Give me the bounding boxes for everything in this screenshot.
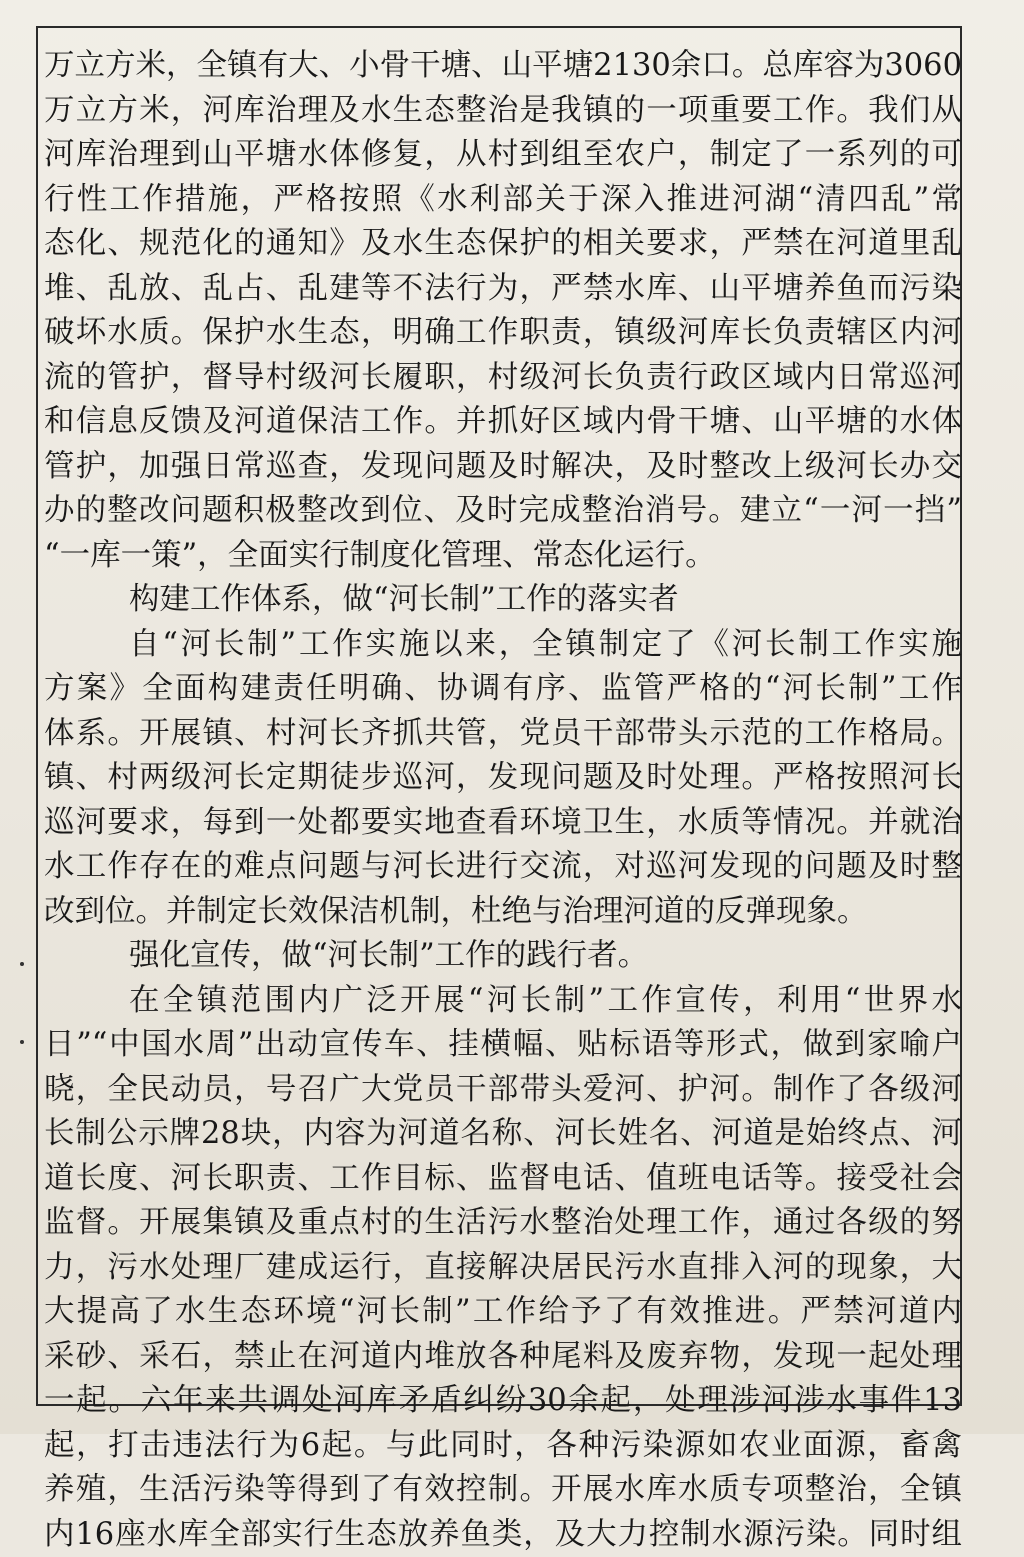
text-line: 体系。开展镇、村河长齐抓共管，党员干部带头示范的工作格局。: [44, 712, 962, 757]
text-line: 河库治理到山平塘水体修复，从村到组至农户，制定了一系列的可: [44, 133, 962, 178]
text-line: 万立方米，河库治理及水生态整治是我镇的一项重要工作。我们从: [44, 89, 962, 134]
text-line: 方案》全面构建责任明确、协调有序、监管严格的“河长制”工作: [44, 667, 962, 712]
text-line: 流的管护，督导村级河长履职，村级河长负责行政区域内日常巡河: [44, 356, 962, 401]
text-line: 巡河要求，每到一处都要实地查看环境卫生，水质等情况。并就治: [44, 801, 962, 846]
scan-speck: [20, 1040, 24, 1044]
text-line: 起，打击违法行为6起。与此同时，各种污染源如农业面源，畜禽: [44, 1424, 962, 1469]
text-line: 一起。六年来共调处河库矛盾纠纷30余起，处理涉河涉水事件13: [44, 1379, 962, 1424]
text-line: 行性工作措施，严格按照《水利部关于深入推进河湖“清四乱”常: [44, 178, 962, 223]
section-heading: 强化宣传，做“河长制”工作的践行者。: [44, 934, 962, 979]
text-line: 在全镇范围内广泛开展“河长制”工作宣传，利用“世界水: [44, 979, 962, 1024]
text-line: 水工作存在的难点问题与河长进行交流，对巡河发现的问题及时整: [44, 845, 962, 890]
text-line: 大提高了水生态环境“河长制”工作给予了有效推进。严禁河道内: [44, 1290, 962, 1335]
text-line: 道长度、河长职责、工作目标、监督电话、值班电话等。接受社会: [44, 1157, 962, 1202]
scan-speck: [20, 962, 24, 966]
text-line: 晓，全民动员，号召广大党员干部带头爱河、护河。制作了各级河: [44, 1068, 962, 1113]
section-heading: 构建工作体系，做“河长制”工作的落实者: [44, 578, 962, 623]
text-line: 养殖，生活污染等得到了有效控制。开展水库水质专项整治，全镇: [44, 1468, 962, 1513]
text-line: 办的整改问题积极整改到位、及时完成整治消号。建立“一河一挡”: [44, 489, 962, 534]
text-line: 日”“中国水周”出动宣传车、挂横幅、贴标语等形式，做到家喻户: [44, 1023, 962, 1068]
text-line: 内16座水库全部实行生态放养鱼类，及大力控制水源污染。同时组: [44, 1513, 962, 1557]
document-body: [44, 44, 962, 1557]
text-line: 力，污水处理厂建成运行，直接解决居民污水直排入河的现象，大: [44, 1246, 962, 1291]
text-line: 破坏水质。保护水生态，明确工作职责，镇级河库长负责辖区内河: [44, 311, 962, 356]
text-line: 万立方米，全镇有大、小骨干塘、山平塘2130余口。总库容为3060: [44, 44, 962, 89]
text-line: 堆、乱放、乱占、乱建等不法行为，严禁水库、山平塘养鱼而污染: [44, 267, 962, 312]
text-line: “一库一策”，全面实行制度化管理、常态化运行。: [44, 534, 962, 579]
text-line: 管护，加强日常巡查，发现问题及时解决，及时整改上级河长办交: [44, 445, 962, 490]
text-line: 和信息反馈及河道保洁工作。并抓好区域内骨干塘、山平塘的水体: [44, 400, 962, 445]
text-line: 改到位。并制定长效保洁机制，杜绝与治理河道的反弹现象。: [44, 890, 962, 935]
text-line: 自“河长制”工作实施以来，全镇制定了《河长制工作实施: [44, 623, 962, 668]
text-line: 镇、村两级河长定期徒步巡河，发现问题及时处理。严格按照河长: [44, 756, 962, 801]
text-line: 监督。开展集镇及重点村的生活污水整治处理工作，通过各级的努: [44, 1201, 962, 1246]
text-line: 采砂、采石，禁止在河道内堆放各种尾料及废弃物，发现一起处理: [44, 1335, 962, 1380]
text-line: 态化、规范化的通知》及水生态保护的相关要求，严禁在河道里乱: [44, 222, 962, 267]
text-line: 长制公示牌28块，内容为河道名称、河长姓名、河道是始终点、河: [44, 1112, 962, 1157]
